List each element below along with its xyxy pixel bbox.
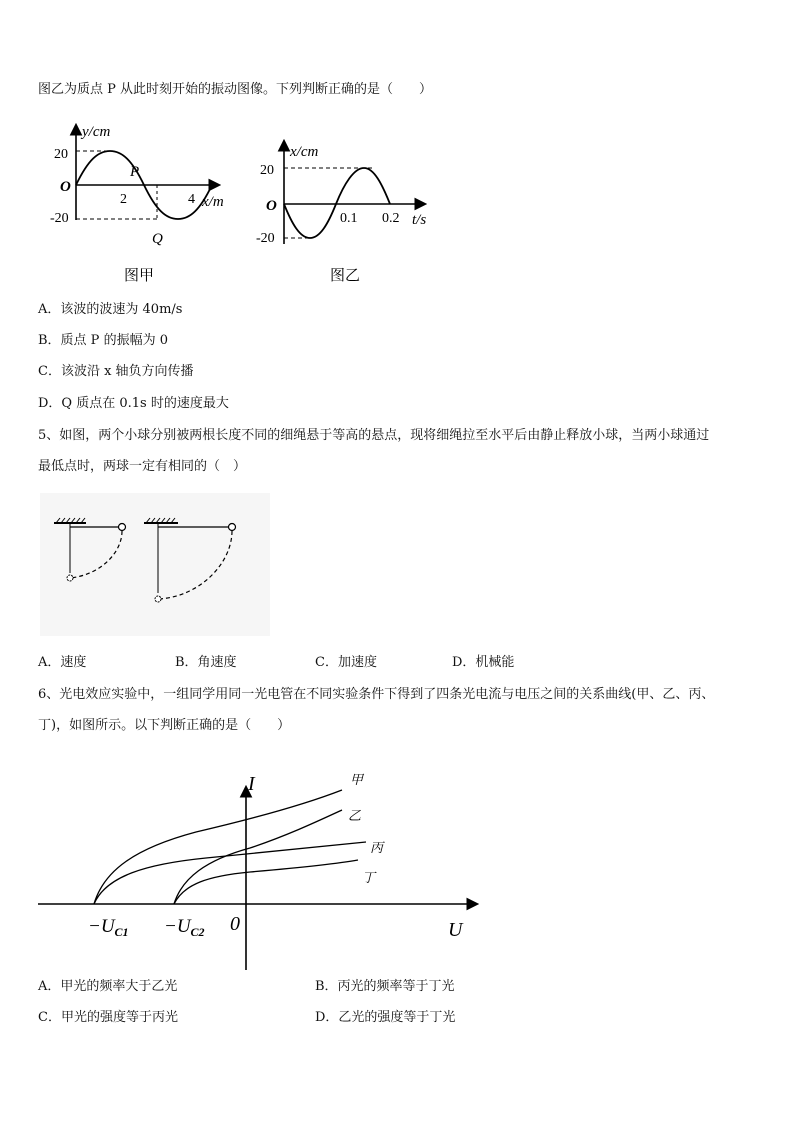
tick-0.2: 0.2 (382, 211, 400, 226)
q3-option-d: D．Q 质点在 0.1s 时的速度最大 (38, 396, 229, 411)
tick-20: 20 (54, 147, 68, 162)
wave-graph-jia (48, 118, 248, 288)
q3-option-c: C．该波沿 x 轴负方向传播 (38, 364, 194, 379)
label-jia: 甲 (350, 772, 364, 787)
curve-jia (94, 790, 342, 904)
q3-option-b: B．质点 P 的振幅为 0 (38, 333, 168, 348)
q3-stem: 图乙为质点 P 从此时刻开始的振动图像。下列判断正确的是（ ） (38, 82, 433, 97)
tick-0.1: 0.1 (340, 211, 358, 226)
label-bing: 丙 (370, 840, 384, 855)
q3-option-a: A．该波的波速为 40m/s (38, 302, 183, 317)
vibration-curve (284, 168, 390, 238)
point-q-label: Q (152, 231, 163, 247)
t-axis-label: t/s (412, 212, 427, 228)
q6-option-c: C．甲光的强度等于丙光 (38, 1010, 178, 1025)
point-p-label: P (130, 164, 140, 180)
q5-option-b: B．角速度 (175, 655, 237, 670)
short-ball-bottom (67, 575, 73, 581)
q5-option-a: A．速度 (38, 655, 87, 670)
q6-option-b: B．丙光的频率等于丁光 (315, 979, 455, 994)
long-ball-bottom (155, 596, 161, 602)
origin-label-0: 0 (230, 913, 240, 935)
origin-label-b: O (266, 198, 277, 214)
label-yi: 乙 (348, 808, 362, 823)
u-axis-label: U (448, 919, 463, 941)
short-ball-start (119, 524, 126, 531)
q6-stem-line2: 丁)，如图所示。以下判断正确的是（ ） (38, 718, 291, 733)
curve-ding (174, 860, 358, 904)
tick-neg20-b: -20 (256, 231, 275, 246)
uc2-label: $-U_{C2}$ (164, 916, 205, 939)
x-axis-label: x/m (202, 194, 224, 210)
tick-neg20: -20 (50, 211, 69, 226)
q6-option-d: D．乙光的强度等于丁光 (315, 1010, 456, 1025)
y-axis-label: y/cm (82, 124, 111, 140)
q5-stem-line2: 最低点时，两球一定有相同的（ ） (38, 459, 247, 474)
vibration-graph-yi (254, 136, 454, 286)
origin-label: O (60, 179, 71, 195)
curve-yi (174, 810, 342, 904)
tick-4: 4 (188, 192, 195, 207)
long-arc (158, 531, 232, 599)
caption-jia: 图甲 (124, 268, 155, 284)
q6-option-a: A．甲光的频率大于乙光 (38, 979, 178, 994)
tick-2: 2 (120, 192, 127, 207)
q5-option-c: C．加速度 (315, 655, 377, 670)
pendulum-figure (40, 493, 270, 636)
short-arc (70, 531, 122, 578)
i-axis-label: I (248, 773, 255, 795)
caption-yi: 图乙 (330, 268, 361, 284)
curve-bing (94, 842, 366, 904)
y-axis-label-b: x/cm (290, 144, 319, 160)
uc1-label: $-U_{C1}$ (88, 916, 129, 939)
label-ding: 丁 (362, 870, 376, 885)
q5-stem-line1: 5、如图，两个小球分别被两根长度不同的细绳悬于等高的悬点，现将细绳拉至水平后由静止释放小球，当两小球通过 (38, 428, 710, 443)
photocurrent-graph (36, 760, 486, 975)
tick-20-b: 20 (260, 163, 274, 178)
q6-stem-line1: 6、光电效应实验中，一组同学用同一光电管在不同实验条件下得到了四条光电流与电压之间的关系曲线(甲、乙、丙、 (38, 687, 715, 702)
long-ball-start (229, 524, 236, 531)
q5-option-d: D．机械能 (452, 655, 515, 670)
